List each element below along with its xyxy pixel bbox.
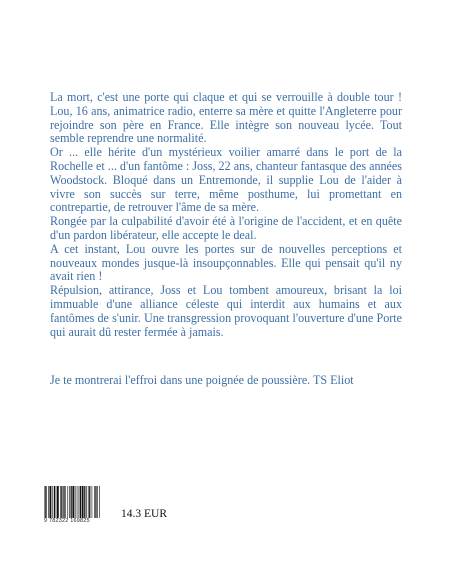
barcode-bar bbox=[79, 486, 80, 518]
barcode-bar bbox=[72, 486, 74, 518]
blurb-paragraph: Rongée par la culpabilité d'avoir été à l'origine de l'accident, et en quête d'un pardon libérateur, elle accepte le deal. bbox=[50, 214, 402, 242]
barcode-bar bbox=[89, 486, 90, 518]
barcode-bar bbox=[86, 486, 87, 518]
barcode-bar bbox=[94, 486, 95, 518]
blurb-paragraph: Répulsion, attirance, Joss et Lou tombent amoureux, brisant la loi immuable d'une alliance céleste qui interdit aux humains et aux fantômes de s'unir. Une transgression provoquant l'ouverture d'une Porte qui aurait dû rester fermée à jamais. bbox=[50, 283, 402, 339]
barcode-bar bbox=[88, 486, 89, 518]
barcode-bar bbox=[56, 486, 57, 518]
barcode-bar bbox=[52, 486, 53, 518]
blurb-paragraph: A cet instant, Lou ouvre les portes sur de nouvelles perceptions et nouveaux mondes jusque-là insoupçonnables. Elle qui pensait qu'il ny avait rien ! bbox=[50, 241, 402, 284]
barcode-bar bbox=[71, 486, 72, 518]
epigraph-quote: Je te montrerai l'effroi dans une poignée de poussière. TS Eliot bbox=[50, 373, 354, 387]
price-label: 14.3 EUR bbox=[121, 508, 167, 520]
barcode-bar bbox=[80, 486, 81, 518]
barcode-graphic bbox=[44, 486, 114, 518]
barcode-bar bbox=[63, 486, 64, 518]
barcode-bar bbox=[45, 486, 46, 518]
blurb-paragraph: Or ... elle hérite d'un mystérieux voilier amarré dans le port de la Rochelle et ... d'un fantôme : Joss, 22 ans, chanteur fantasque des années Woodstock. Bloqué dans un Entremonde, il supplie Lou de l'aider à vivre son succès sur terre, même posthume, lui promettant en contrepartie, de retrouver l'âme de sa mère. bbox=[50, 145, 402, 215]
barcode-bar bbox=[57, 486, 59, 518]
barcode-bar bbox=[77, 486, 78, 518]
barcode-bar bbox=[97, 486, 98, 518]
barcode-bar bbox=[95, 486, 96, 518]
barcode-bar bbox=[64, 486, 65, 518]
back-cover-blurb bbox=[50, 91, 402, 339]
isbn-barcode bbox=[44, 486, 114, 518]
barcode-bar bbox=[84, 486, 85, 518]
barcode-bar bbox=[46, 486, 47, 518]
barcode-bar bbox=[75, 486, 76, 518]
barcode-bar bbox=[48, 486, 49, 518]
isbn-number: 9 782322 169825 bbox=[44, 518, 90, 524]
barcode-bar bbox=[60, 486, 61, 518]
barcode-bar bbox=[92, 486, 93, 518]
barcode-bar bbox=[67, 486, 68, 518]
barcode-bar bbox=[82, 486, 84, 518]
barcode-bar bbox=[49, 486, 51, 518]
blurb-paragraph: La mort, c'est une porte qui claque et qui se verrouille à double tour ! Lou, 16 ans, animatrice radio, enterre sa mère et quitte l'Angleterre pour rejoindre son père en France. Elle intègre son nouveau lycée. Tout semble reprendre une normalité. bbox=[50, 90, 402, 146]
barcode-bar bbox=[99, 486, 100, 518]
barcode-bar bbox=[69, 486, 70, 518]
barcode-bar bbox=[54, 486, 55, 518]
barcode-bar bbox=[61, 486, 62, 518]
